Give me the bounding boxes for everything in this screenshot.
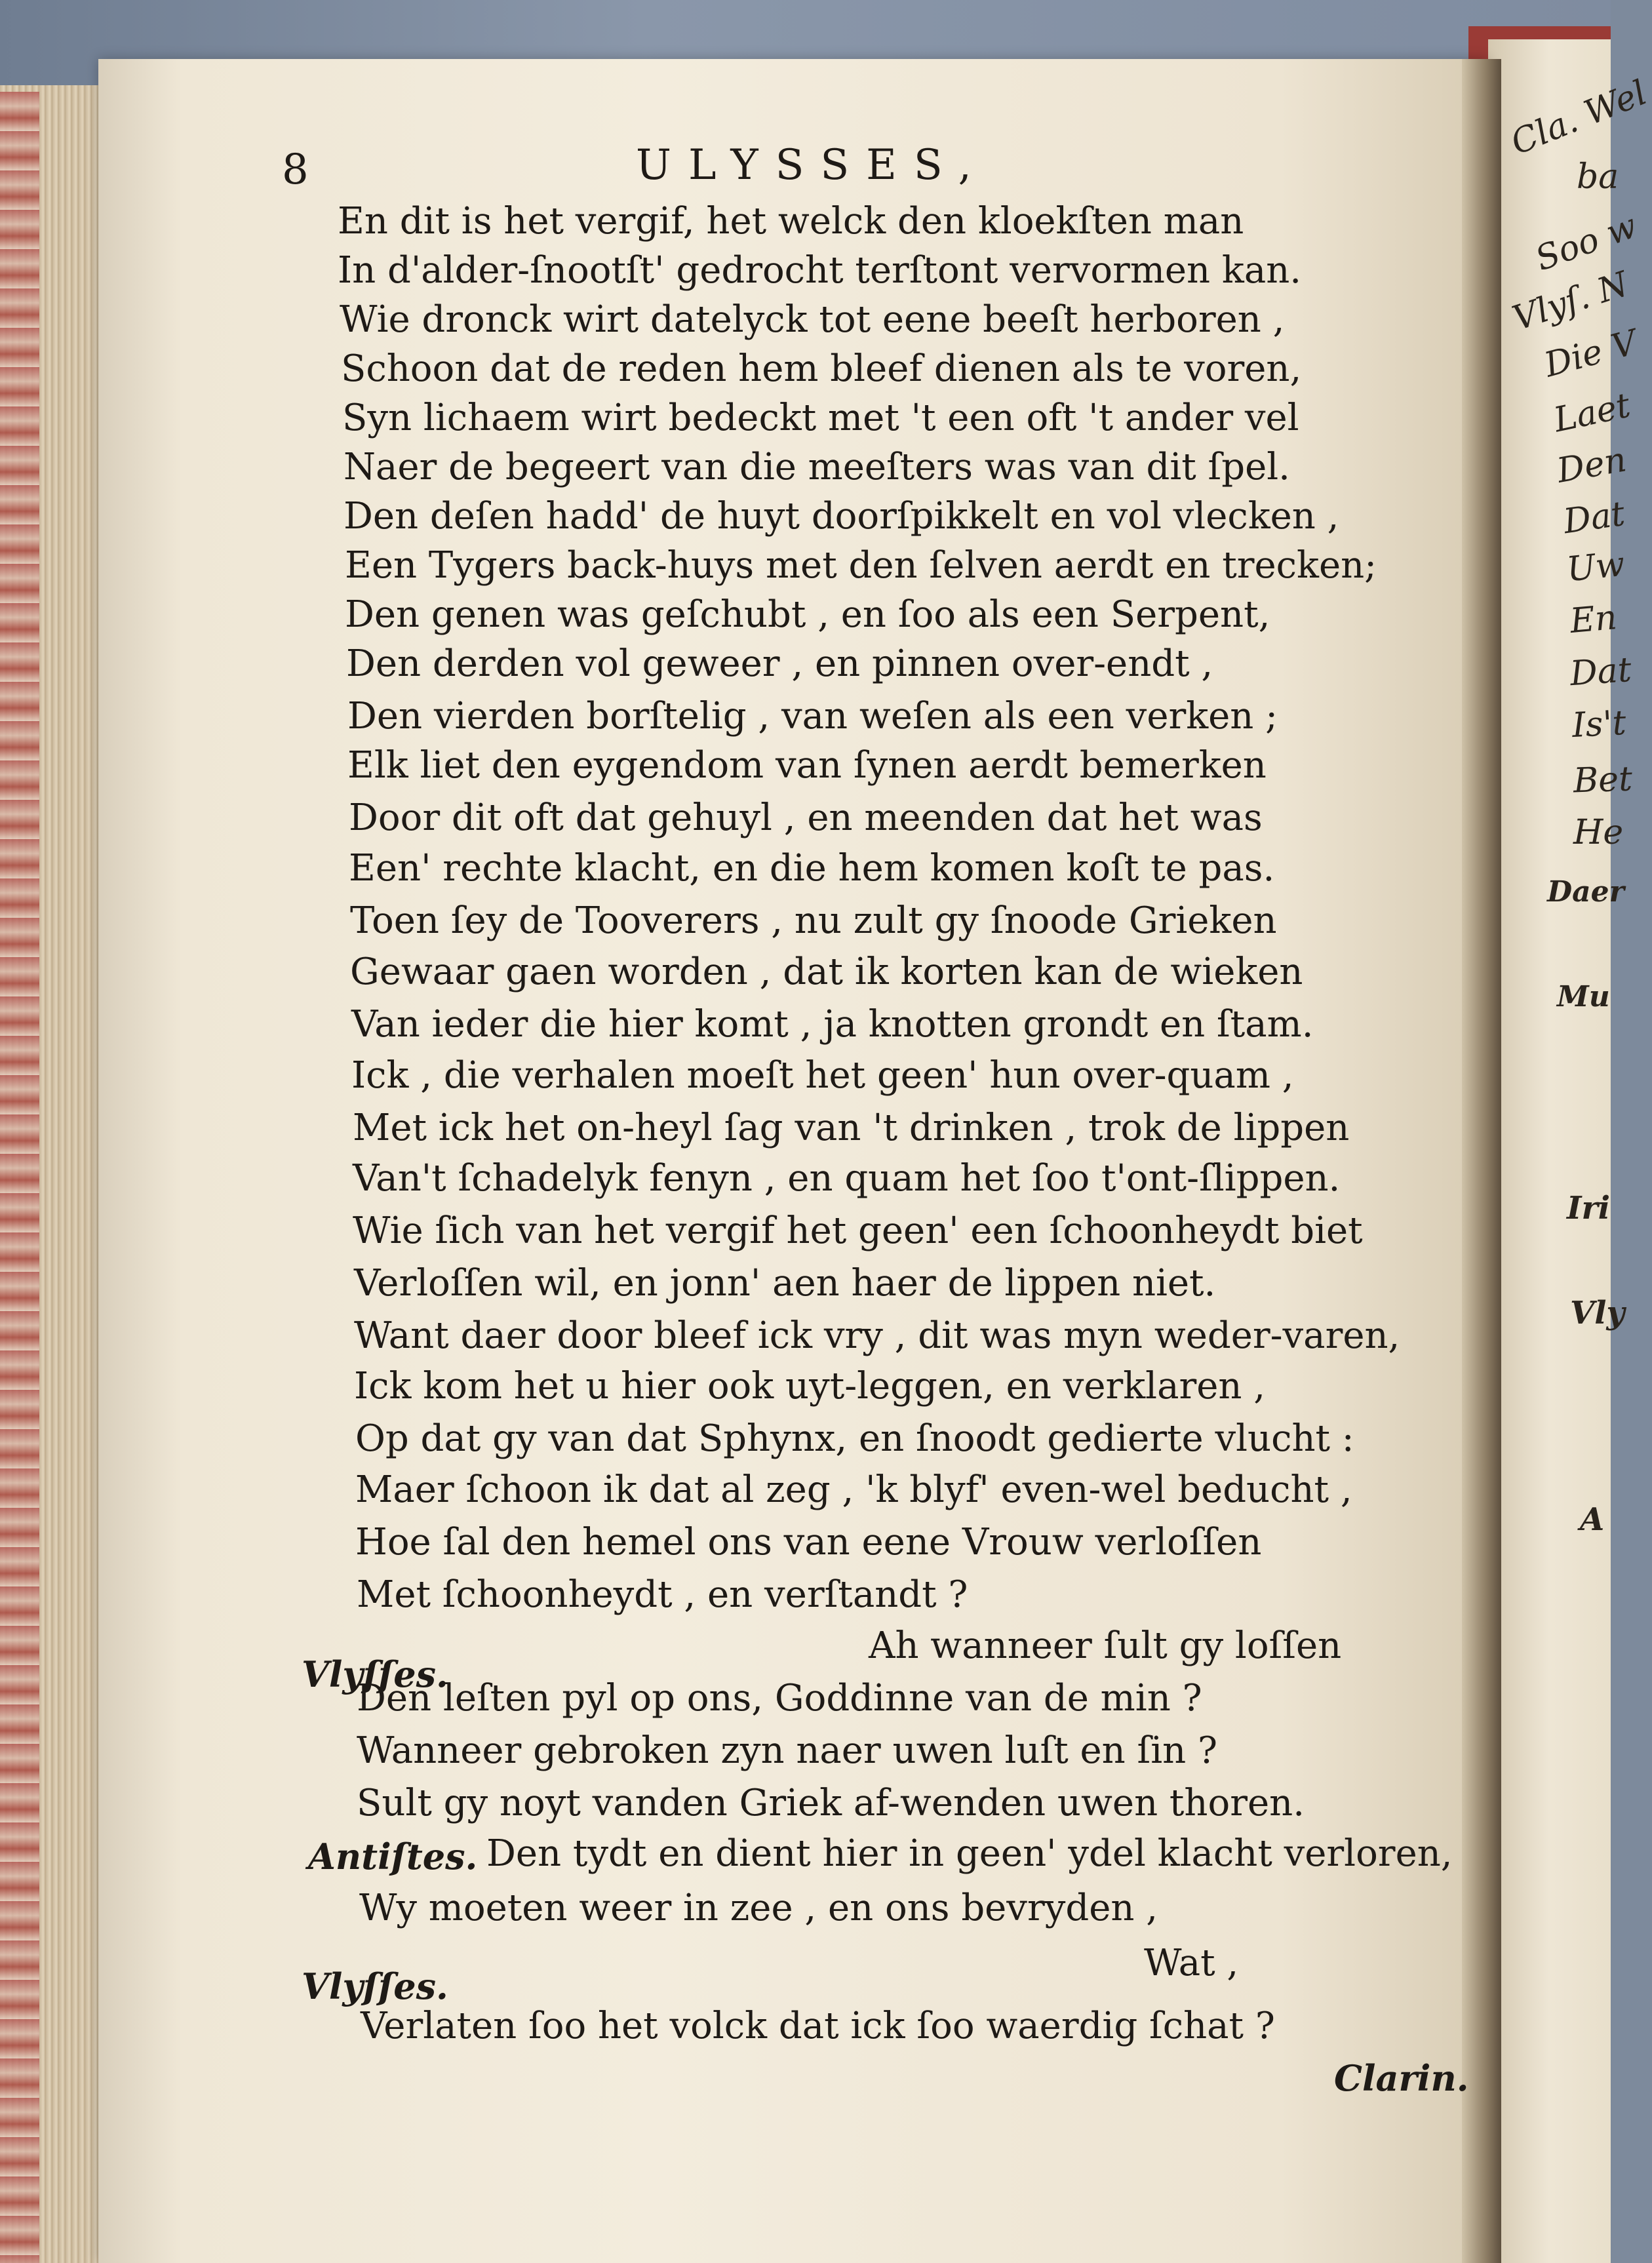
- verse-line: Den genen was geſchubt , en ſoo als een Serpent,: [345, 593, 1270, 636]
- facing-page-fragment: He: [1573, 813, 1624, 852]
- verse-line: Sult gy noyt vanden Griek af-wenden uwen thoren.: [357, 1782, 1305, 1824]
- catchword: Clarin.: [1334, 2057, 1469, 2099]
- facing-page-fragment: Vly: [1570, 1295, 1625, 1331]
- verse-line: Schoon dat de reden hem bleef dienen als te voren,: [341, 347, 1302, 390]
- verse-line: Den deſen hadd' de huyt doorſpikkelt en vol vlecken ,: [344, 495, 1339, 538]
- verse-line: Ick kom het u hier ook uyt-leggen, en verklaren ,: [354, 1365, 1266, 1407]
- facing-page-fragment: A: [1580, 1501, 1605, 1538]
- facing-page-fragment: Laet: [1550, 385, 1634, 441]
- speaker-label: Vlyſſes.: [302, 1965, 448, 2007]
- verse-line: Verloſſen wil, en jonn' aen haer de lippen niet.: [354, 1262, 1216, 1305]
- facing-page-fragment: Mu: [1557, 980, 1610, 1013]
- verse-line: Toen ſey de Tooverers , nu zult gy ſnoode Grieken: [350, 899, 1277, 942]
- verse-line: Den leſten pyl op ons, Goddinne van de min ?: [357, 1677, 1202, 1720]
- marbled-cover-edge: [0, 92, 39, 2263]
- verse-line: En dit is het vergif, het welck den kloekſten man: [338, 200, 1244, 243]
- verse-line: Naer de begeert van die meeſters was van dit ſpel.: [344, 446, 1290, 488]
- facing-page-fragment: Uw: [1565, 544, 1627, 590]
- verse-line: Syn lichaem wirt bedeckt met 't een oft 't ander vel: [342, 397, 1299, 439]
- facing-page-fragment: Soo w: [1530, 206, 1642, 279]
- verse-line: Met ick het on-heyl ſag van 't drinken , trok de lippen: [353, 1107, 1350, 1149]
- facing-page-fragment: Vlyſ. N: [1508, 264, 1634, 339]
- page-number: 8: [282, 146, 309, 194]
- facing-page-fragment: Dat: [1569, 650, 1633, 694]
- speech-line: Den tydt en dient hier in geen' ydel klacht verloren,: [486, 1832, 1453, 1875]
- verse-line: In d'alder-ſnootſt' gedrocht terſtont vervormen kan.: [338, 249, 1302, 292]
- facing-page-fragment: Daer: [1547, 875, 1624, 909]
- verse-line: Met ſchoonheydt , en verſtandt ?: [357, 1573, 968, 1616]
- verse-line: Een' rechte klacht, en die hem komen koſt te pas.: [349, 847, 1275, 890]
- facing-page-fragment: Dat: [1561, 494, 1628, 542]
- verse-line: Van't ſchadelyk fenyn , en quam het ſoo t'ont-ſlippen.: [353, 1157, 1341, 1200]
- verse-line: Wanneer gebroken zyn naer uwen luſt en ſin ?: [357, 1729, 1218, 1772]
- facing-page-fragment: En: [1568, 598, 1619, 641]
- speech-line: Wat ,: [1144, 1942, 1239, 1984]
- verse-line: Op dat gy van dat Sphynx, en ſnoodt gedierte vlucht :: [355, 1417, 1354, 1460]
- verse-line: Den vierden borſtelig , van weſen als een verken ;: [347, 695, 1278, 738]
- facing-page-fragment: Cla. Wel: [1505, 73, 1652, 163]
- verse-line: Wie ſich van het vergif het geen' een ſchoonheydt biet: [353, 1210, 1363, 1252]
- verse-line: Want daer door bleef ick vry , dit was myn weder-varen,: [354, 1314, 1400, 1357]
- facing-page-fragment: Den: [1554, 440, 1630, 491]
- verse-line: Ick , die verhalen moeſt het geen' hun over-quam ,: [351, 1054, 1294, 1097]
- book-gutter: [1462, 59, 1501, 2263]
- verse-line: Elk liet den eygendom van ſynen aerdt bemerken: [347, 744, 1267, 787]
- verse-line: Een Tygers back-huys met den ſelven aerdt en trecken;: [345, 544, 1377, 587]
- facing-page-fragment: Bet: [1572, 759, 1633, 801]
- verse-line: Maer ſchoon ik dat al zeg , 'k blyf' even-wel beducht ,: [355, 1468, 1352, 1511]
- running-head: ULYSSES,: [636, 141, 989, 189]
- verse-line: Gewaar gaen worden , dat ik korten kan de wieken: [350, 951, 1303, 993]
- speaker-label: Antiſtes.: [308, 1836, 478, 1878]
- speech-line: Ah wanneer ſult gy loſſen: [869, 1624, 1342, 1667]
- verse-line: Wie dronck wirt datelyck tot eene beeſt herboren ,: [340, 298, 1285, 341]
- speaker-label: Vlyſſes.: [302, 1653, 448, 1695]
- verse-line: Hoe ſal den hemel ons van eene Vrouw verloſſen: [355, 1521, 1262, 1564]
- facing-page-fragment: Die V: [1540, 323, 1642, 385]
- facing-page-fragment: Is't: [1571, 703, 1627, 746]
- facing-page-fragment: ba: [1577, 157, 1619, 197]
- verse-line: Wy moeten weer in zee , en ons bevryden ,: [359, 1887, 1158, 1929]
- verse-line: Van ieder die hier komt , ja knotten grondt en ſtam.: [351, 1003, 1314, 1046]
- verse-line: Door dit oft dat gehuyl , en meenden dat het was: [349, 797, 1263, 839]
- verse-line: Den derden vol geweer , en pinnen over-endt ,: [346, 642, 1213, 685]
- verse-line: Verlaten ſoo het volck dat ick ſoo waerdig ſchat ?: [361, 2005, 1275, 2047]
- facing-page-fragment: Iri: [1567, 1190, 1610, 1227]
